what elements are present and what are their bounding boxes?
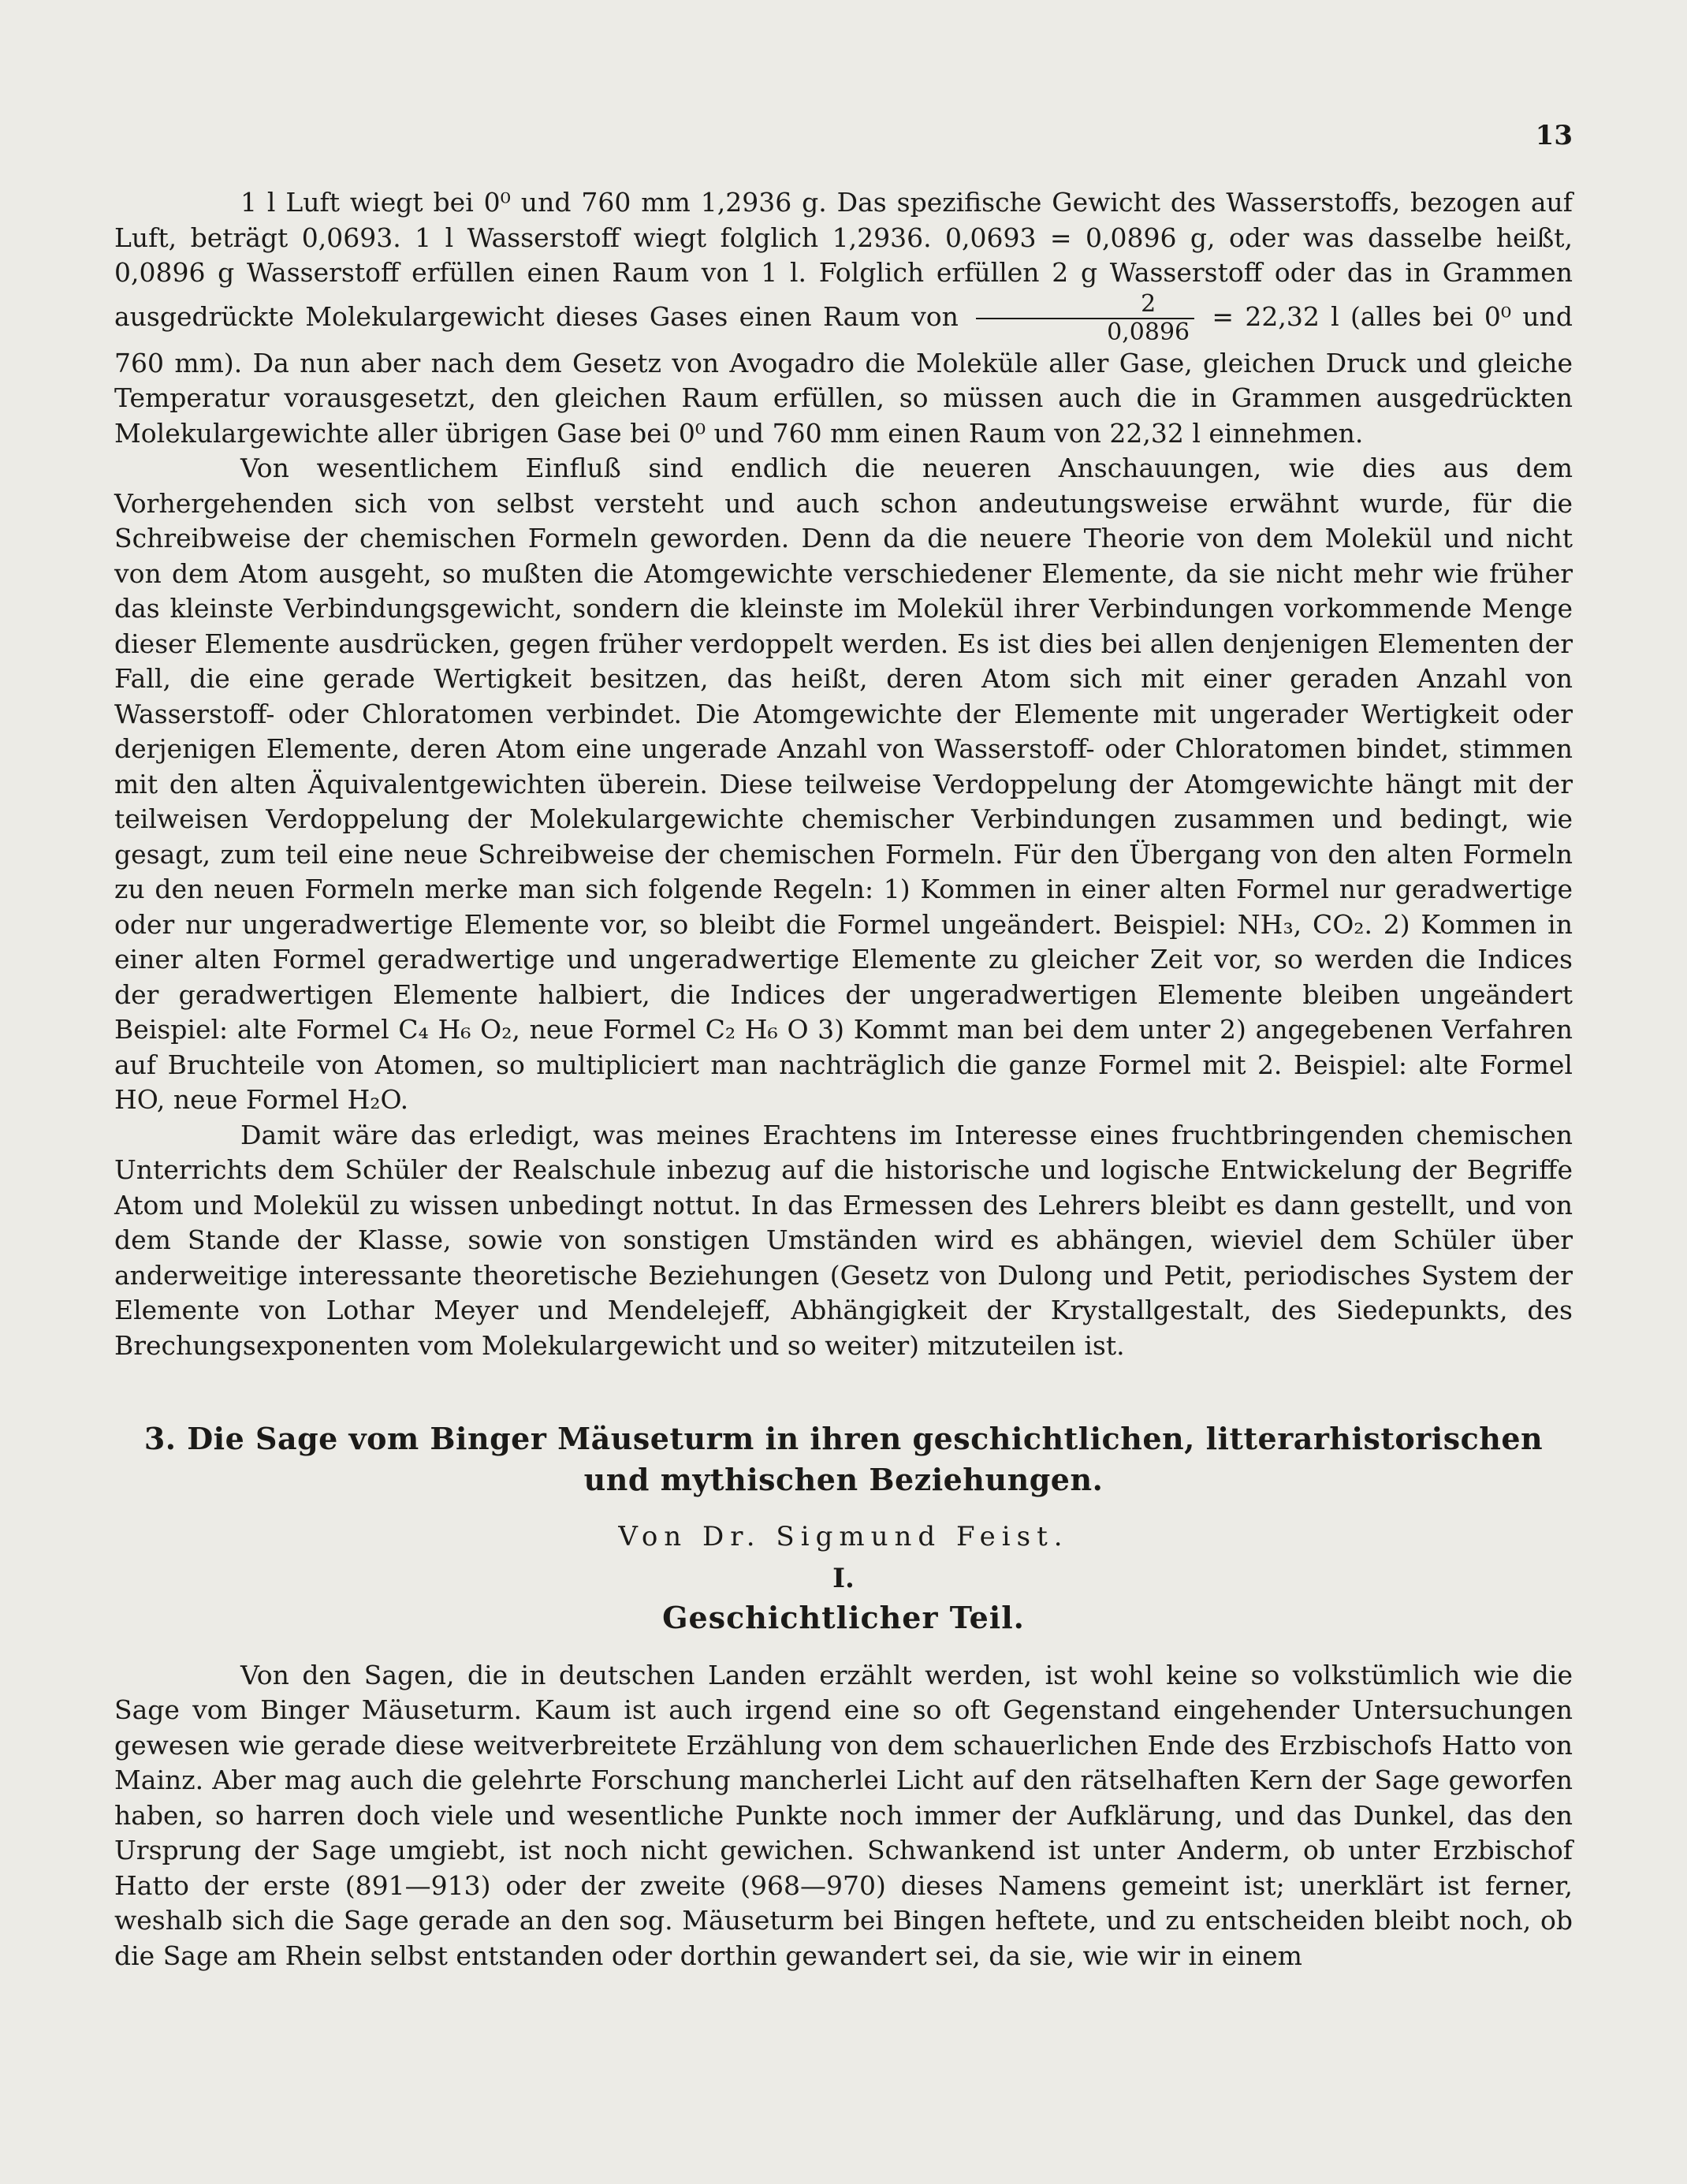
paragraph: Von den Sagen, die in deutschen Landen erzählt werden, ist wohl keine so volkstümlich wie die Sage vom Binger Mäuseturm. Kaum ist auch irgend eine so oft Gegenstand eingehender Untersuchungen gewesen wie gerade diese weitverbreitete Erzählung von dem schauerlichen Ende des Erzbischofs Hatto von Mainz. Aber mag auch die gelehrte Forschung mancherlei Licht auf den rätselhaften Kern der Sage geworfen haben, so harren doch viele und wesentliche Punkte noch immer der Aufklärung, und das Dunkel, das den Ursprung der Sage umgiebt, ist noch nicht gewichen. Schwankend ist unter Anderm, ob unter Erzbischof Hatto der erste (891—913) oder der zweite (968—970) dieses Namens gemeint ist; unerklärt ist ferner, weshalb sich die Sage gerade an den sog. Mäuseturm bei Bingen heftete, und zu entscheiden bleibt noch, ob die Sage am Rhein selbst entstanden oder dorthin gewandert sei, da sie, wie wir in einem xyxy=(114,1659,1573,1971)
part-number: I. xyxy=(832,1562,855,1594)
author-byline: Von Dr. Sigmund Feist. xyxy=(618,1521,1069,1552)
fraction xyxy=(976,291,1194,346)
paragraph-text: 1 l Luft wiegt bei 0⁰ und 760 mm 1,2936 g. Das spezifische Gewicht des Wasserstoffs, bezogen auf Luft, beträgt 0,0693. 1 l Wasserstoff wiegt folglich 1,2936. 0,0693 = 0,0896 g, oder was dasselbe heißt, 0,0896 g Wasserstoff erfüllen einen Raum von 1 l. Folglich erfüllen 2 g Wasserstoff oder das in Grammen ausgedrückte Molekulargewicht dieses Gases einen Raum von xyxy=(114,187,1573,332)
section-title: 3. Die Sage vom Binger Mäuseturm in ihren geschichtlichen, litterarhistorischen und mythischen Beziehungen. xyxy=(143,1421,1544,1497)
page-number: 13 xyxy=(1535,120,1573,151)
paragraph-text: = 22,32 l (alles bei 0⁰ und 760 mm). Da nun aber nach dem Gesetz von Avogadro die Moleküle aller Gase, gleichen Druck und gleiche Temperatur vorausgesetzt, den gleichen Raum erfüllen, so müssen auch die in Grammen ausgedrückten Molekulargewichte aller übrigen Gase bei 0⁰ und 760 mm einen Raum von 22,32 l einnehmen. xyxy=(114,300,1573,449)
fraction-denominator: 0,0896 xyxy=(976,318,1194,346)
paragraph xyxy=(114,185,1573,451)
paragraph: Damit wäre das erledigt, was meines Erachtens im Interesse eines fruchtbringenden chemischen Unterrichts dem Schüler der Realschule inbezug auf die historische und logische Entwickelung der Begriffe Atom und Molekül zu wissen unbedingt nottut. In das Ermessen des Lehrers bleibt es dann gestellt, und von dem Stande der Klasse, sowie von sonstigen Umständen wird es abhängen, wieviel dem Schüler über anderweitige interessante theoretische Beziehungen (Gesetz von Dulong und Petit, periodisches System der Elemente von Lothar Meyer und Mendelejeff, Abhängigkeit der Krystallgestalt, des Siedepunkts, des Brechungsexponenten vom Molekulargewicht und so weiter) mitzuteilen ist. xyxy=(114,1119,1573,1361)
part-title: Geschichtlicher Teil. xyxy=(662,1600,1025,1635)
fraction-numerator: 2 xyxy=(1141,289,1156,318)
document-body xyxy=(114,185,1573,1973)
paragraph: Von wesentlichem Einfluß sind endlich die neueren Anschauungen, wie dies aus dem Vorhergehenden sich von selbst versteht und auch schon andeutungsweise erwähnt wurde, für die Schreibweise der chemischen Formeln geworden. Denn da die neuere Theorie von dem Molekül und nicht von dem Atom ausgeht, so mußten die Atomgewichte verschiedener Elemente, da sie nicht mehr wie früher das kleinste Verbindungsgewicht, sondern die kleinste im Molekül ihrer Verbindungen vorkommende Menge dieser Elemente ausdrücken, gegen früher verdoppelt werden. Es ist dies bei allen denjenigen Elementen der Fall, die eine gerade Wertigkeit besitzen, das heißt, deren Atom sich mit einer geraden Anzahl von Wasserstoff- oder Chloratomen verbindet. Die Atomgewichte der Elemente mit ungerader Wertigkeit oder derjenigen Elemente, deren Atom eine ungerade Anzahl von Wasserstoff- oder Chloratomen bindet, stimmen mit den alten Äquivalentgewichten überein. Diese teilweise Verdoppelung der Atomgewichte hängt mit der teilweisen Verdoppelung der Molekulargewichte chemischer Verbindungen zusammen und bedingt, wie gesagt, zum teil eine neue Schreibweise der chemischen Formeln. Für den Übergang von den alten Formeln zu den neuen Formeln merke man sich folgende Regeln: 1) Kommen in einer alten Formel nur geradwertige oder nur ungeradwertige Elemente vor, so bleibt die Formel ungeändert. Beispiel: NH₃, CO₂. 2) Kommen in einer alten Formel geradwertige und ungeradwertige Elemente zu gleicher Zeit vor, so werden die Indices der geradwertigen Elemente halbiert, die Indices der ungeradwertigen Elemente bleiben ungeändert Beispiel: alte Formel C₄ H₆ O₂, neue Formel C₂ H₆ O 3) Kommt man bei dem unter 2) angegebenen Verfahren auf Bruchteile von Atomen, so multipliciert man nachträglich die ganze Formel mit 2. Beispiel: alte Formel HO, neue Formel H₂O. xyxy=(114,453,1573,1115)
